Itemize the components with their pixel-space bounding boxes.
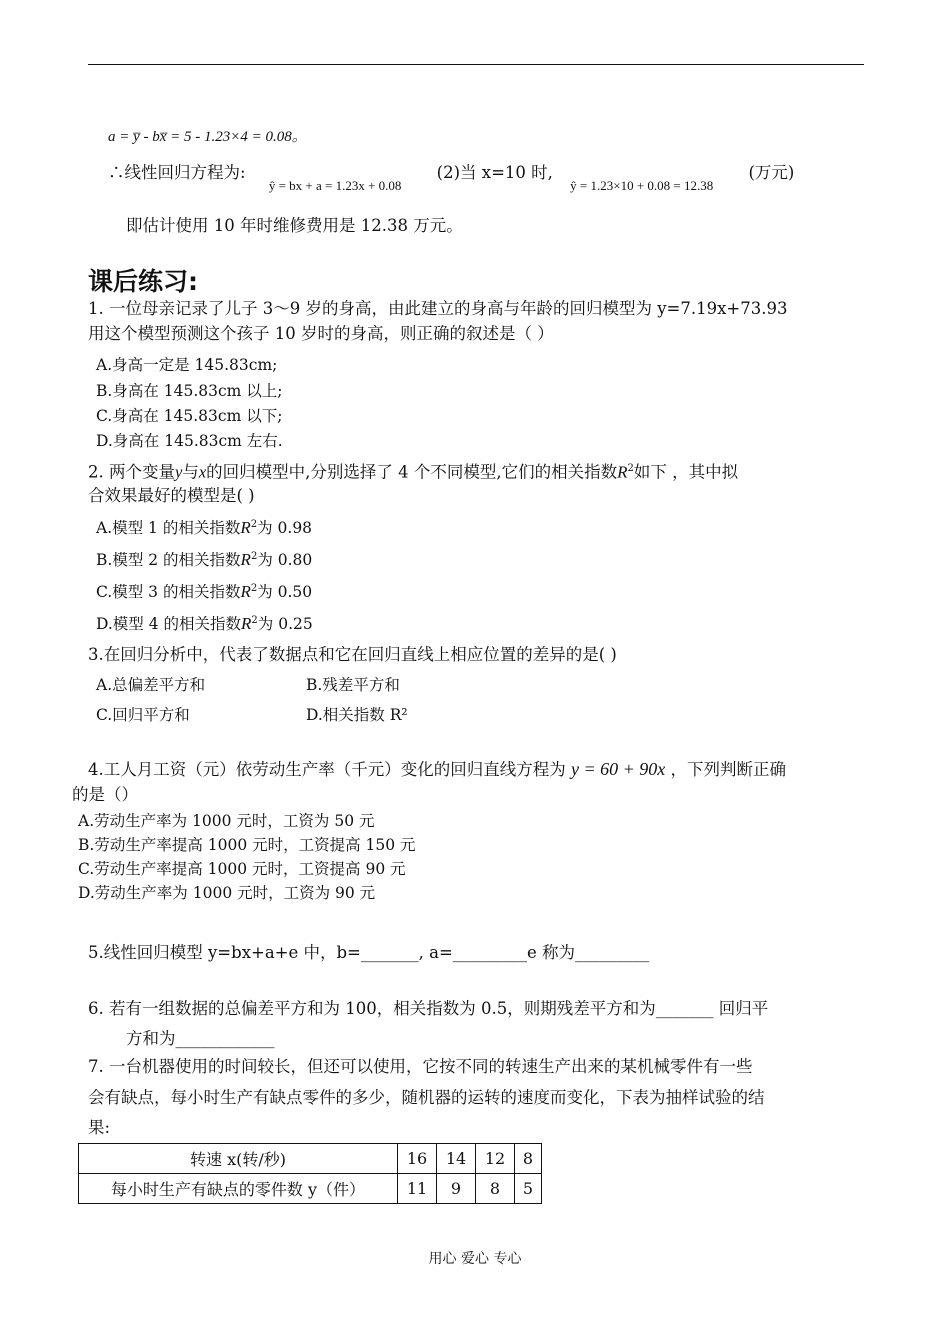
page-footer: 用心 爱心 专心 xyxy=(428,1251,522,1267)
q7-stem-3: 果: xyxy=(88,1118,111,1137)
q1-stem-2: 用这个模型预测这个孩子 10 岁时的身高，则正确的叙述是（ ） xyxy=(88,324,554,343)
section-heading: 课后练习: xyxy=(88,267,198,296)
header-rule xyxy=(88,64,864,65)
q1-stem-1: 1. 一位母亲记录了儿子 3～9 岁的身高，由此建立的身高与年龄的回归模型为 y=7.19x+73.93 xyxy=(88,299,788,318)
q4-option-a: A.劳动生产率为 1000 元时，工资为 50 元 xyxy=(78,812,375,830)
q7-stem-1: 7. 一台机器使用的时间较长，但还可以使用，它按不同的转速生产出来的某机械零件有一些 xyxy=(88,1057,753,1076)
q4-option-c: C.劳动生产率提高 1000 元时，工资提高 90 元 xyxy=(78,860,406,878)
q2-stem-part-a: 2. 两个变量 xyxy=(88,462,175,482)
table-cell: 11 xyxy=(398,1174,437,1204)
q3-option-c: C.回归平方和 xyxy=(96,706,190,724)
q4-stem-1 xyxy=(88,758,786,781)
table-row xyxy=(79,1144,542,1174)
q2-stem-1: 2. 两个变量y与x的回归模型中,分别选择了 4 个不同模型,它们的相关指数$R^2$如下 ，其中拟 xyxy=(88,462,739,482)
solution-label: ∴线性回归方程为: xyxy=(108,163,246,182)
table-header-defects: 每小时生产有缺点的零件数 y（件） xyxy=(79,1174,398,1204)
q1-option-c: C.身高在 145.83cm 以下; xyxy=(96,407,283,425)
table-cell: 14 xyxy=(437,1144,476,1174)
q2-option-a: A.模型 1 的相关指数$R^2$为 0.98 xyxy=(96,518,313,538)
q3-stem: 3.在回归分析中，代表了数据点和它在回归直线上相应位置的差异的是( ) xyxy=(88,645,617,664)
q2-stem-part-b: 与 xyxy=(182,462,199,482)
table-cell: 9 xyxy=(437,1174,476,1204)
q6-stem-1: 6. 若有一组数据的总偏差平方和为 100，相关指数为 0.5，则期残差平方和为_______ 回归平 xyxy=(88,999,769,1018)
solution-line-1: a = y̅ - bx̅ = 5 - 1.23×4 = 0.08。 xyxy=(108,129,307,145)
var-x: x xyxy=(198,462,207,482)
q4-stem-part-b: ，下列判断正确 xyxy=(670,760,787,779)
regression-equation: ŷ = bx + a = 1.23x + 0.08 xyxy=(268,178,402,193)
q2-option-c: C.模型 3 的相关指数$R^2$为 0.50 xyxy=(96,582,313,602)
q4-option-b: B.劳动生产率提高 1000 元时，工资提高 150 元 xyxy=(78,836,416,854)
solution-line-3: 即估计使用 10 年时维修费用是 12.38 万元。 xyxy=(126,216,463,235)
q6-stem-2: 方和为____________ xyxy=(126,1029,275,1048)
q1-option-a: A.身高一定是 145.83cm; xyxy=(96,356,278,374)
table-cell: 12 xyxy=(476,1144,515,1174)
data-table xyxy=(78,1143,542,1204)
q4-equation: y = 60 + 90x xyxy=(571,759,666,779)
prediction-equation: ŷ = 1.23×10 + 0.08 = 12.38 xyxy=(570,178,714,193)
table-cell: 16 xyxy=(398,1144,437,1174)
part2-condition: (2)当 x=10 时, xyxy=(436,163,553,182)
table-row xyxy=(79,1174,542,1204)
q4-stem-part-a: 4.工人月工资（元）依劳动生产率（千元）变化的回归直线方程为 xyxy=(88,760,566,779)
q2-stem-part-d: 如下 ，其中拟 xyxy=(633,462,739,482)
q7-stem-2: 会有缺点，每小时生产有缺点零件的多少，随机器的运转的速度而变化，下表为抽样试验的结 xyxy=(88,1088,765,1107)
q3-option-b: B.残差平方和 xyxy=(306,676,400,694)
q4-stem-2: 的是（） xyxy=(72,785,138,804)
q4-option-d: D.劳动生产率为 1000 元时，工资为 90 元 xyxy=(78,884,376,902)
q2-option-b: B.模型 2 的相关指数$R^2$为 0.80 xyxy=(96,550,313,570)
var-y: y xyxy=(175,462,183,482)
table-cell: 8 xyxy=(515,1144,542,1174)
q5-stem: 5.线性回归模型 y=bx+a+e 中，b=_______, a=_________e 称为_________ xyxy=(88,943,650,962)
q2-stem-part-c: 的回归模型中,分别选择了 4 个不同模型,它们的相关指数 xyxy=(206,462,618,482)
q1-option-d: D.身高在 145.83cm 左右. xyxy=(96,432,283,450)
r-squared-symbol: R xyxy=(617,462,628,482)
q3-option-a: A.总偏差平方和 xyxy=(96,676,206,694)
unit-label: (万元) xyxy=(748,163,795,182)
table-cell: 8 xyxy=(476,1174,515,1204)
q2-option-d: D.模型 4 的相关指数$R^2$为 0.25 xyxy=(96,614,313,634)
q3-option-d: D.相关指数 R² xyxy=(306,706,408,724)
table-header-speed: 转速 x(转/秒) xyxy=(79,1144,398,1174)
table-cell: 5 xyxy=(515,1174,542,1204)
q2-stem-2: 合效果最好的模型是( ) xyxy=(88,486,255,505)
q1-option-b: B.身高在 145.83cm 以上; xyxy=(96,382,283,400)
